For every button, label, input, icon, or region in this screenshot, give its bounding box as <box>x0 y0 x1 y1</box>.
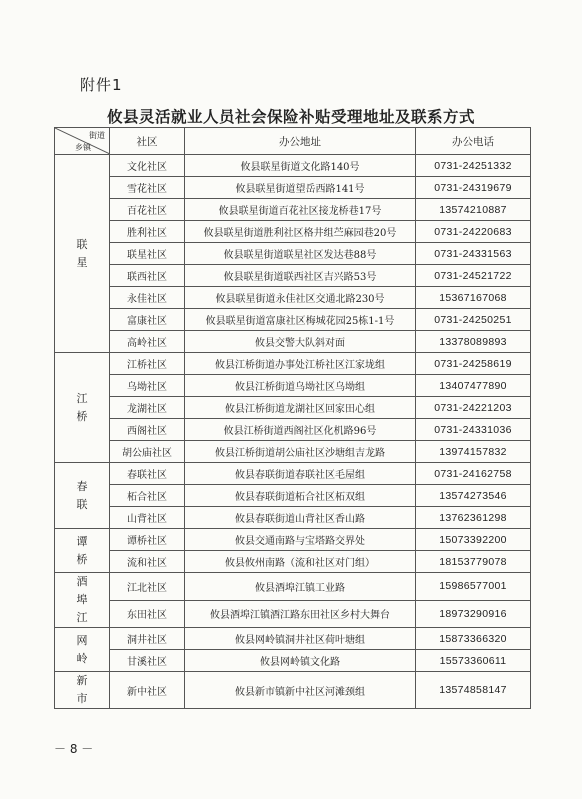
town-cell <box>55 155 110 353</box>
community-cell: 江北社区 <box>110 573 185 601</box>
table-row <box>55 551 531 573</box>
community-cell: 高岭社区 <box>110 331 185 353</box>
town-cell <box>55 463 110 529</box>
phone-cell: 15986577001 <box>416 573 531 601</box>
table-row <box>55 529 531 551</box>
community-cell: 甘溪社区 <box>110 650 185 672</box>
community-cell: 胡公庙社区 <box>110 441 185 463</box>
phone-cell: 13974157832 <box>416 441 531 463</box>
table-row <box>55 353 531 375</box>
address-cell: 攸县联星街道联西社区吉兴路53号 <box>185 265 416 287</box>
phone-cell: 13407477890 <box>416 375 531 397</box>
table-row <box>55 507 531 529</box>
address-cell: 攸县联星街道联星社区发达巷88号 <box>185 243 416 265</box>
phone-cell: 13378089893 <box>416 331 531 353</box>
address-cell: 攸县春联街道柘合社区柘双组 <box>185 485 416 507</box>
address-cell: 攸县春联街道春联社区毛屋组 <box>185 463 416 485</box>
address-cell: 攸县江桥街道乌坳社区乌坳组 <box>185 375 416 397</box>
table-row <box>55 600 531 628</box>
address-cell: 攸县酒埠江镇酒江路东田社区乡村大舞台 <box>185 600 416 628</box>
table-row <box>55 650 531 672</box>
community-cell: 新中社区 <box>110 672 185 709</box>
phone-cell: 0731-24251332 <box>416 155 531 177</box>
table-row <box>55 177 531 199</box>
town-char: 桥 <box>76 552 88 566</box>
address-header: 办公地址 <box>185 128 416 155</box>
community-cell: 文化社区 <box>110 155 185 177</box>
document-title: 攸县灵活就业人员社会保险补贴受理地址及联系方式 <box>106 108 475 126</box>
attachment-label: 附件1 <box>80 76 123 94</box>
table-body <box>55 155 531 709</box>
address-cell: 攸县江桥街道办事处江桥社区江家垅组 <box>185 353 416 375</box>
town-cell <box>55 573 110 628</box>
town-char: 谭 <box>76 534 88 548</box>
table-row <box>55 155 531 177</box>
phone-cell: 0731-24221203 <box>416 397 531 419</box>
town-cell <box>55 353 110 463</box>
community-cell: 雪花社区 <box>110 177 185 199</box>
table-row <box>55 628 531 650</box>
table-row <box>55 287 531 309</box>
town-char: 网 <box>76 633 88 647</box>
town-char: 联 <box>76 497 88 511</box>
town-cell <box>55 672 110 709</box>
address-cell: 攸县联星街道百花社区接龙桥巷17号 <box>185 199 416 221</box>
page-number: － 8 － <box>54 742 94 756</box>
phone-cell: 0731-24250251 <box>416 309 531 331</box>
town-char: 岭 <box>76 651 88 665</box>
table-row <box>55 463 531 485</box>
phone-cell: 13574858147 <box>416 672 531 709</box>
address-cell: 攸县交警大队斜对面 <box>185 331 416 353</box>
town-char: 江 <box>76 391 88 405</box>
table-row <box>55 221 531 243</box>
community-cell: 富康社区 <box>110 309 185 331</box>
phone-cell: 15073392200 <box>416 529 531 551</box>
town-char: 江 <box>76 611 88 624</box>
community-cell: 乌坳社区 <box>110 375 185 397</box>
table-row <box>55 573 531 601</box>
table-row <box>55 397 531 419</box>
address-cell: 攸县酒埠江镇工业路 <box>185 573 416 601</box>
town-char: 春 <box>76 479 88 493</box>
community-cell: 江桥社区 <box>110 353 185 375</box>
town-char: 市 <box>76 692 88 705</box>
town-char: 埠 <box>76 593 88 606</box>
community-header: 社区 <box>110 128 185 155</box>
phone-cell: 15573360611 <box>416 650 531 672</box>
phone-cell: 18973290916 <box>416 600 531 628</box>
phone-cell: 0731-24521722 <box>416 265 531 287</box>
table-row <box>55 419 531 441</box>
address-cell: 攸县联星街道望岳西路141号 <box>185 177 416 199</box>
community-cell: 春联社区 <box>110 463 185 485</box>
phone-cell: 13574210887 <box>416 199 531 221</box>
community-cell: 洞井社区 <box>110 628 185 650</box>
table-row <box>55 199 531 221</box>
address-cell: 攸县江桥街道龙湖社区回家田心组 <box>185 397 416 419</box>
phone-cell: 0731-24331036 <box>416 419 531 441</box>
table-row <box>55 672 531 709</box>
community-cell: 联星社区 <box>110 243 185 265</box>
phone-cell: 15367167068 <box>416 287 531 309</box>
community-cell: 龙湖社区 <box>110 397 185 419</box>
address-cell: 攸县联星街道胜利社区格井组苎麻园巷20号 <box>185 221 416 243</box>
address-cell: 攸县新市镇新中社区河滩颈组 <box>185 672 416 709</box>
community-cell: 流和社区 <box>110 551 185 573</box>
address-cell: 攸县春联街道山背社区香山路 <box>185 507 416 529</box>
table-header-row <box>55 128 531 155</box>
town-char: 桥 <box>76 409 88 423</box>
address-cell: 攸县江桥街道胡公庙社区沙塘组吉龙路 <box>185 441 416 463</box>
corner-top-label: 街道 <box>89 131 105 140</box>
phone-cell: 0731-24258619 <box>416 353 531 375</box>
community-cell: 胜利社区 <box>110 221 185 243</box>
phone-header: 办公电话 <box>416 128 531 155</box>
community-cell: 百花社区 <box>110 199 185 221</box>
phone-cell: 0731-24162758 <box>416 463 531 485</box>
contact-table <box>54 127 531 709</box>
address-cell: 攸县联星街道文化路140号 <box>185 155 416 177</box>
phone-cell: 18153779078 <box>416 551 531 573</box>
phone-cell: 0731-24220683 <box>416 221 531 243</box>
address-cell: 攸县江桥街道西阁社区化机路96号 <box>185 419 416 441</box>
address-cell: 攸县攸州南路（流和社区对门组） <box>185 551 416 573</box>
town-char: 星 <box>76 255 88 269</box>
town-char: 新 <box>76 674 88 687</box>
town-cell <box>55 628 110 672</box>
table-row <box>55 331 531 353</box>
table-row <box>55 309 531 331</box>
community-cell: 谭桥社区 <box>110 529 185 551</box>
table-row <box>55 485 531 507</box>
phone-cell: 13762361298 <box>416 507 531 529</box>
address-cell: 攸县网岭镇文化路 <box>185 650 416 672</box>
table-row <box>55 375 531 397</box>
phone-cell: 0731-24331563 <box>416 243 531 265</box>
phone-cell: 15873366320 <box>416 628 531 650</box>
address-cell: 攸县联星街道永佳社区交通北路230号 <box>185 287 416 309</box>
town-cell <box>55 529 110 573</box>
community-cell: 柘合社区 <box>110 485 185 507</box>
community-cell: 西阁社区 <box>110 419 185 441</box>
town-char: 联 <box>76 237 88 251</box>
community-cell: 山背社区 <box>110 507 185 529</box>
phone-cell: 13574273546 <box>416 485 531 507</box>
table-row <box>55 243 531 265</box>
corner-bottom-label: 乡镇 <box>75 143 91 152</box>
town-char: 酒 <box>76 575 88 588</box>
address-cell: 攸县交通南路与宝塔路交界处 <box>185 529 416 551</box>
table-row <box>55 441 531 463</box>
address-cell: 攸县网岭镇洞井社区荷叶塘组 <box>185 628 416 650</box>
community-cell: 永佳社区 <box>110 287 185 309</box>
community-cell: 联西社区 <box>110 265 185 287</box>
table-row <box>55 265 531 287</box>
corner-header-cell <box>55 128 110 155</box>
phone-cell: 0731-24319679 <box>416 177 531 199</box>
address-cell: 攸县联星街道富康社区梅城花园25栋1-1号 <box>185 309 416 331</box>
community-cell: 东田社区 <box>110 600 185 628</box>
